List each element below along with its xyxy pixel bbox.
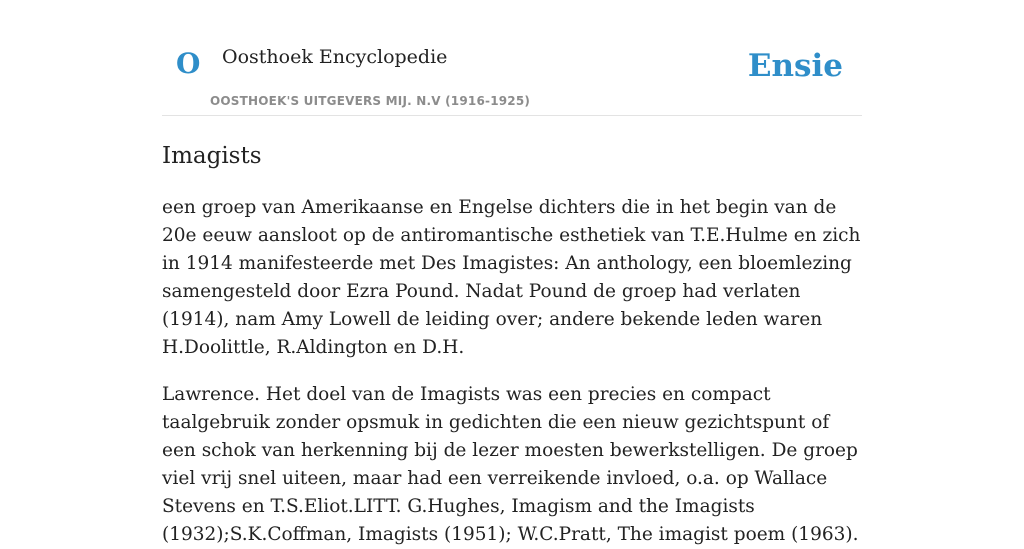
source-header — [162, 0, 862, 116]
entry-paragraph: een groep van Amerikaanse en Engelse dichters die in het begin van de 20e eeuw aansloot op de antiromantische esthetiek van T.E.Hulme en zich in 1914 manifesteerde met Des Imagistes: An anthology, een bloemlezing samengesteld door Ezra Pound. Nadat Pound de groep had verlaten (1914), nam Amy Lowell de leiding over; andere bekende leden waren H.Doolittle, R.Aldington en D.H. — [162, 197, 861, 358]
page — [162, 0, 862, 545]
entry-paragraph: Lawrence. Het doel van de Imagists was een precies en compact taalgebruik zonder opsmuk in gedichten die een nieuw gezichtspunt of een schok van herkenning bij de lezer moesten bewerkstelligen. De groep viel vrij snel uiteen, maar had een verreikende invloed, o.a. op Wallace Stevens en T.S.Eliot.LITT. G.Hughes, Imagism and the Imagists (1932);S.K.Coffman, Imagists (1951); W.C.Pratt, The imagist poem (1963). — [162, 384, 859, 545]
source-title[interactable]: Oosthoek Encyclopedie — [222, 46, 448, 68]
brand-logo-link[interactable]: Ensie — [747, 48, 843, 84]
entry-body — [162, 194, 862, 549]
source-subtitle: OOSTHOEK'S UITGEVERS MIJ. N.V (1916-1925) — [210, 94, 531, 108]
entry-title: Imagists — [162, 143, 262, 169]
source-logo[interactable]: O — [176, 47, 201, 80]
